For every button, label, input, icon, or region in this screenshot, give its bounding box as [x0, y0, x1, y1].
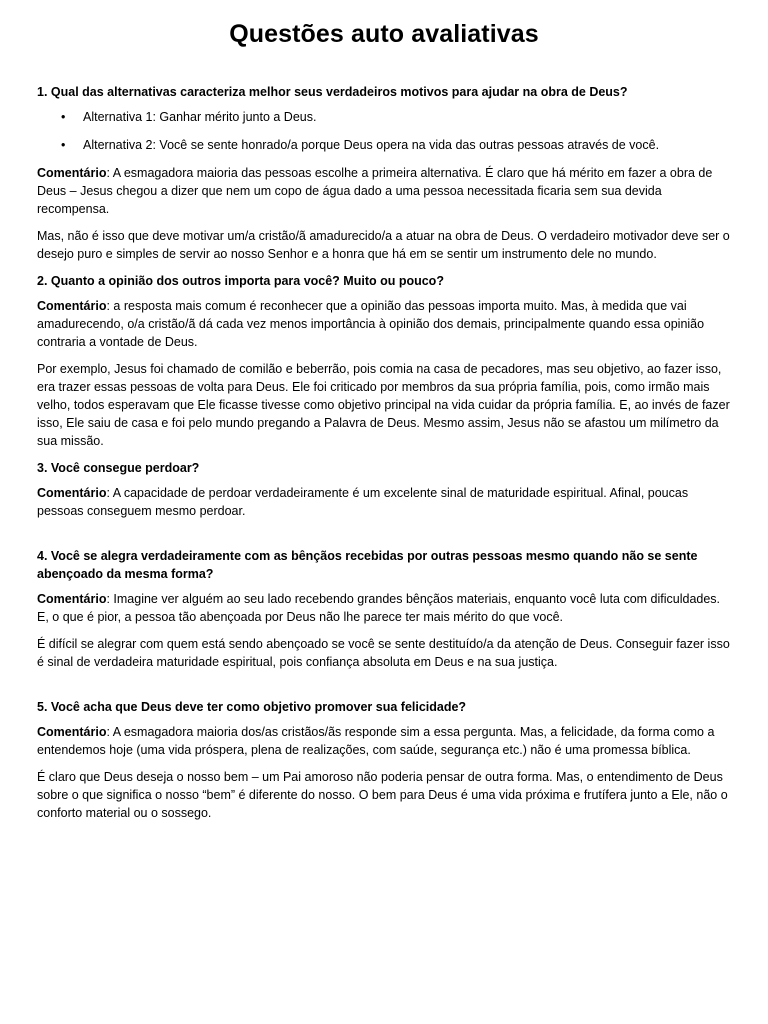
- comment-label: Comentário: [37, 592, 107, 606]
- question-3-section: [37, 459, 731, 520]
- comment-label: Comentário: [37, 166, 107, 180]
- comment-4-text: : Imagine ver alguém ao seu lado recebendo grandes bênçãos materiais, enquanto você luta com dificuldades. E, o que é pior, a pessoa tão abençoada por Deus não lhe parece ter mais mérito do que você.: [37, 592, 721, 624]
- question-3: 3. Você consegue perdoar?: [37, 461, 200, 475]
- comment-3-text: : A capacidade de perdoar verdadeiramente é um excelente sinal de maturidade espiritual. Afinal, poucas pessoas conseguem mesmo perdoar.: [37, 486, 689, 518]
- question-4: 4. Você se alegra verdadeiramente com as bênçãos recebidas por outras pessoas mesmo quando não se sente abençoado da mesma forma?: [37, 549, 698, 581]
- comment-4: [37, 590, 731, 626]
- comment-label: Comentário: [37, 299, 107, 313]
- paragraph-2: Por exemplo, Jesus foi chamado de comilão e beberrão, pois comia na casa de pecadores, mas seu objetivo, ao fazer isso, era trazer essas pessoas de volta para Deus. Ele foi criticado por membros da sua própria família, pois, como irmão mais velho, todos esperavam que Ele ficasse tivesse como objetivo principal na vida cuidar da própria família. E, ao invés de fazer isso, Ele saiu de casa e foi pelo mundo pregando a Palavra de Deus. Mesmo assim, Jesus não se afastou um milímetro da sua missão.: [37, 362, 730, 448]
- alternative-1: • Alternativa 1: Ganhar mérito junto a Deus.: [83, 108, 731, 126]
- paragraph-1: Mas, não é isso que deve motivar um/a cristão/ã amadurecido/a a atuar na obra de Deus. O verdadeiro motivador deve ser o desejo puro e simples de servir ao nosso Senhor e a honra que há em se sentir um instrumento dele no mundo.: [37, 229, 730, 261]
- question-2: 2. Quanto a opinião dos outros importa para você? Muito ou pouco?: [37, 274, 444, 288]
- question-2-section: [37, 272, 731, 450]
- paragraph-4: É difícil se alegrar com quem está sendo abençoado se você se sente destituído/a da atenção de Deus. Conseguir fazer isso é sinal de verdadeira maturidade espiritual, pois confiança absoluta em Deus e na sua justiça.: [37, 637, 730, 669]
- page-title: Questões auto avaliativas: [229, 20, 539, 48]
- question-5-section: [37, 698, 731, 822]
- alternatives-list: [37, 108, 731, 154]
- comment-label: Comentário: [37, 725, 107, 739]
- comment-label: Comentário: [37, 486, 107, 500]
- question-4-section: [37, 547, 731, 671]
- comment-5-text: : A esmagadora maioria dos/as cristãos/ãs responde sim a essa pergunta. Mas, a felicidade, da forma como a entendemos hoje (uma vida próspera, plena de realizações, com saúde, segurança etc.) não é uma promessa bíblica.: [37, 725, 715, 757]
- comment-1-text: : A esmagadora maioria das pessoas escolhe a primeira alternativa. É claro que há mérito em fazer a obra de Deus – Jesus chegou a dizer que nem um copo de água dado a uma pessoa necessitada ficaria sem sua devida recompensa.: [37, 166, 713, 216]
- spacer: [37, 680, 731, 698]
- comment-3: [37, 484, 731, 520]
- paragraph-5: É claro que Deus deseja o nosso bem – um Pai amoroso não poderia pensar de outra forma. Mas, o entendimento de Deus sobre o que significa o nosso “bem” é diferente do nosso. O bem para Deus é uma vida próxima e frutífera junto a Ele, não o conforto material ou o sossego.: [37, 770, 728, 820]
- question-5: 5. Você acha que Deus deve ter como objetivo promover sua felicidade?: [37, 700, 467, 714]
- question-1-section: [37, 83, 731, 263]
- comment-5: [37, 723, 731, 759]
- alternative-2: • Alternativa 2: Você se sente honrado/a porque Deus opera na vida das outras pessoas através de você.: [83, 136, 731, 154]
- comment-2: [37, 297, 731, 351]
- comment-1: [37, 164, 731, 218]
- comment-2-text: : a resposta mais comum é reconhecer que a opinião das pessoas importa muito. Mas, à medida que vai amadurecendo, o/a cristão/ã dá cada vez menos importância à opinião dos demais, principalmente quando essa opinião contraria a vontade de Deus.: [37, 299, 705, 349]
- spacer: [37, 529, 731, 547]
- question-1: 1. Qual das alternativas caracteriza melhor seus verdadeiros motivos para ajudar na obra de Deus?: [37, 85, 628, 99]
